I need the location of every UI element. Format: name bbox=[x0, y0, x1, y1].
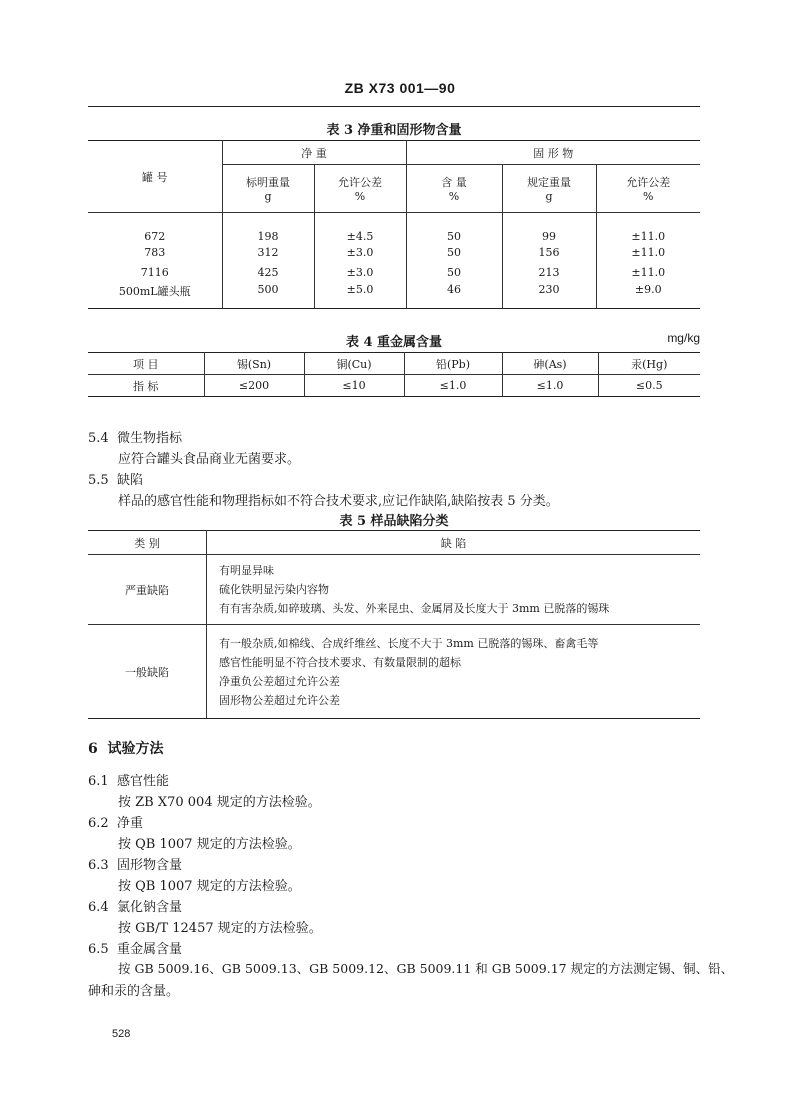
table3 bbox=[88, 140, 700, 309]
table-cell: 213 bbox=[502, 263, 596, 283]
list-item: 有明显异味 bbox=[219, 564, 274, 577]
severe-defect-label: 严重缺陷 bbox=[88, 555, 207, 625]
section-5-5-heading: 5.5 缺陷 bbox=[88, 473, 143, 488]
table-cell: 99 bbox=[502, 213, 596, 243]
section-6-1-body: 按 ZB X70 004 规定的方法检验。 bbox=[118, 795, 321, 810]
section-6-5-body-cont: 砷和汞的含量。 bbox=[88, 984, 180, 999]
section-6-5-heading: 6.5 重金属含量 bbox=[88, 942, 182, 957]
list-item: 感官性能明显不符合技术要求、有数量限制的超标 bbox=[219, 655, 461, 669]
table-cell: 50 bbox=[406, 213, 502, 243]
list-item: 固形物公差超过允许公差 bbox=[219, 693, 340, 707]
table-cell: ≤0.5 bbox=[598, 375, 700, 397]
section-6-3-body: 按 QB 1007 规定的方法检验。 bbox=[118, 879, 301, 894]
table-cell: 46 bbox=[406, 283, 502, 309]
severe-defect-items bbox=[207, 555, 701, 625]
table-cell: ±3.0 bbox=[314, 263, 406, 283]
section-6-heading: 6 试验方法 bbox=[88, 741, 164, 757]
section-6-4-body: 按 GB/T 12457 规定的方法检验。 bbox=[118, 921, 322, 936]
section-5-4-heading: 5.4 微生物指标 bbox=[88, 431, 182, 446]
group-net-weight: 净 重 bbox=[222, 141, 406, 165]
general-defect-label: 一般缺陷 bbox=[88, 625, 207, 719]
sub-header: 规定重量 g bbox=[502, 165, 596, 213]
section-6-4-heading: 6.4 氯化钠含量 bbox=[88, 900, 182, 915]
table-cell: ≤1.0 bbox=[404, 375, 502, 397]
group-solids: 固 形 物 bbox=[406, 141, 700, 165]
sub-header: 允许公差 % bbox=[314, 165, 406, 213]
table-cell: 指 标 bbox=[88, 375, 204, 397]
table-cell: ±11.0 bbox=[596, 213, 700, 243]
table3-caption: 表 3 净重和固形物含量 bbox=[326, 123, 462, 138]
page-number: 528 bbox=[112, 1028, 131, 1040]
list-item: 有有害杂质,如碎玻璃、头发、外来昆虫、金属屑及长度大于 3mm 已脱落的锡珠 bbox=[219, 602, 610, 615]
list-item: 净重负公差超过允许公差 bbox=[219, 674, 340, 688]
sub-header: 含 量 % bbox=[406, 165, 502, 213]
table-cell: ±3.0 bbox=[314, 243, 406, 263]
table5-caption: 表 5 样品缺陷分类 bbox=[339, 514, 449, 529]
table-cell: ≤200 bbox=[204, 375, 304, 397]
table-cell: 汞(Hg) bbox=[598, 353, 700, 375]
table-cell: 672 bbox=[88, 213, 222, 243]
table-cell: 312 bbox=[222, 243, 314, 263]
table4-caption: 表 4 重金属含量 bbox=[345, 335, 443, 350]
table-cell: 425 bbox=[222, 263, 314, 283]
table4 bbox=[88, 352, 700, 397]
table-cell: ±11.0 bbox=[596, 263, 700, 283]
table-cell: 铜(Cu) bbox=[304, 353, 404, 375]
table-cell: 50 bbox=[406, 263, 502, 283]
sub-header: 标明重量 g bbox=[222, 165, 314, 213]
table-cell: 230 bbox=[502, 283, 596, 309]
table-cell: ±5.0 bbox=[314, 283, 406, 309]
table-cell: 项 目 bbox=[88, 353, 204, 375]
table-cell: 锡(Sn) bbox=[204, 353, 304, 375]
table-cell: ±11.0 bbox=[596, 243, 700, 263]
table-cell: 783 bbox=[88, 243, 222, 263]
table-cell: 砷(As) bbox=[502, 353, 598, 375]
section-5-5-body: 样品的感官性能和物理指标如不符合技术要求,应记作缺陷,缺陷按表 5 分类。 bbox=[118, 494, 559, 509]
table5 bbox=[88, 530, 700, 719]
table4-unit: mg/kg bbox=[667, 331, 700, 345]
col-category: 类 别 bbox=[88, 531, 207, 555]
list-item: 硫化铁明显污染内容物 bbox=[219, 583, 329, 596]
col-defect: 缺 陷 bbox=[207, 531, 701, 555]
section-6-5-body: 按 GB 5009.16、GB 5009.13、GB 5009.12、GB 5009.11 和 GB 5009.17 规定的方法测定锡、铜、铅、 bbox=[118, 961, 734, 976]
section-6-3-heading: 6.3 固形物含量 bbox=[88, 858, 182, 873]
table-cell: 50 bbox=[406, 243, 502, 263]
table-cell: 198 bbox=[222, 213, 314, 243]
table-cell: 156 bbox=[502, 243, 596, 263]
section-6-2-heading: 6.2 净重 bbox=[88, 816, 143, 831]
table-cell: ±9.0 bbox=[596, 283, 700, 309]
table-cell: 7116 bbox=[88, 263, 222, 283]
col-can: 罐 号 bbox=[88, 141, 222, 213]
header-rule bbox=[88, 106, 700, 107]
table-cell: 500mL罐头瓶 bbox=[88, 283, 222, 309]
sub-header: 允许公差 % bbox=[596, 165, 700, 213]
general-defect-items bbox=[207, 625, 701, 719]
table-cell: ≤1.0 bbox=[502, 375, 598, 397]
table-cell: 500 bbox=[222, 283, 314, 309]
table-cell: ≤10 bbox=[304, 375, 404, 397]
table-cell: ±4.5 bbox=[314, 213, 406, 243]
table-cell: 铅(Pb) bbox=[404, 353, 502, 375]
section-6-2-body: 按 QB 1007 规定的方法检验。 bbox=[118, 837, 301, 852]
section-6-1-heading: 6.1 感官性能 bbox=[88, 774, 169, 789]
list-item: 有一般杂质,如棉线、合成纤维丝、长度不大于 3mm 已脱落的锡珠、畜禽毛等 bbox=[219, 636, 599, 650]
document-code: ZB X73 001—90 bbox=[344, 80, 456, 96]
section-5-4-body: 应符合罐头食品商业无菌要求。 bbox=[118, 452, 301, 467]
